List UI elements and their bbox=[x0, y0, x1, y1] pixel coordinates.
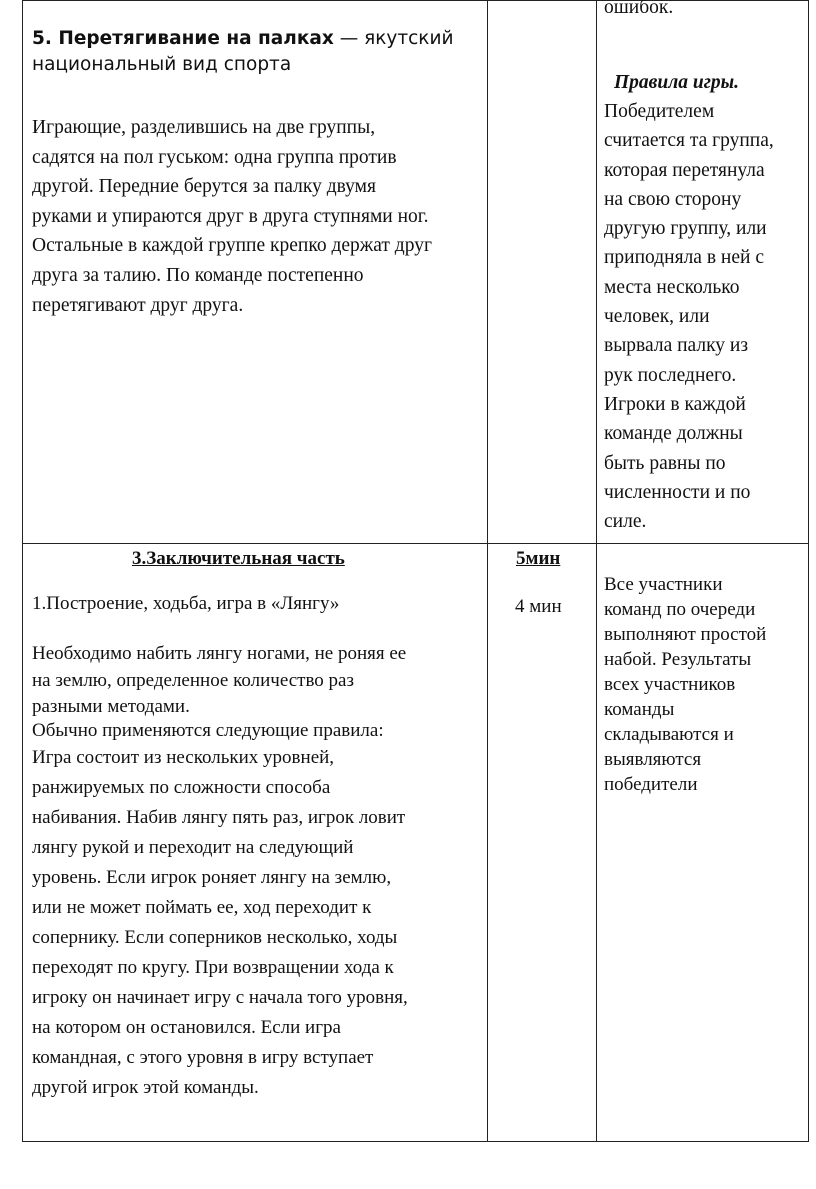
rules-line: считается та группа, bbox=[604, 130, 774, 152]
rules-text bbox=[604, 97, 774, 536]
exercise-description bbox=[32, 113, 484, 320]
description-line: садятся на пол гуськом: одна группа против bbox=[32, 146, 397, 168]
rules-line: быть равны по bbox=[604, 452, 726, 474]
description-line: игроку он начинает игру с начала того уровня, bbox=[32, 987, 408, 1008]
section-notes bbox=[604, 572, 766, 797]
description-line: Игра состоит из нескольких уровней, bbox=[32, 747, 335, 768]
table-left-border bbox=[22, 0, 23, 1142]
table-bottom-border bbox=[22, 1141, 808, 1142]
section-description bbox=[32, 644, 408, 1108]
description-line: Остальные в каждой группе крепко держат друг bbox=[32, 235, 432, 257]
description-line: набивания. Набив лянгу пять раз, игрок ловит bbox=[32, 807, 406, 828]
description-line: Обычно применяются следующие правила: bbox=[32, 720, 384, 741]
description-line: друга за талию. По команде постепенно bbox=[32, 264, 364, 286]
notes-line: выполняют простой bbox=[604, 624, 767, 645]
rules-line: Победителем bbox=[604, 101, 715, 122]
rules-line: человек, или bbox=[604, 306, 710, 328]
notes-line: победители bbox=[604, 774, 698, 795]
rules-line: приподняла в ней с bbox=[604, 247, 764, 269]
notes-line: набой. Результаты bbox=[604, 649, 752, 670]
rules-line: другую группу, или bbox=[604, 218, 767, 240]
table-column-divider-2 bbox=[596, 0, 597, 1142]
notes-line: всех участников bbox=[604, 674, 736, 695]
notes-line: команды bbox=[604, 699, 675, 720]
notes-top-fragment: ошибок. bbox=[604, 0, 674, 18]
table-row-divider bbox=[22, 543, 808, 544]
description-line: уровень. Если игрок роняет лянгу на землю, bbox=[32, 867, 392, 888]
exercise-title-bold: 5. Перетягивание на палках bbox=[32, 28, 334, 49]
rules-line: вырвала палку из bbox=[604, 335, 749, 357]
table-right-border bbox=[808, 0, 809, 1142]
description-line: на землю, определенное количество раз bbox=[32, 670, 354, 691]
section-title: 3.Заключительная часть bbox=[132, 548, 345, 569]
description-line: другой. Передние берутся за палку двумя bbox=[32, 176, 376, 198]
description-line: руками и упираются друг в друга ступнями ног. bbox=[32, 205, 429, 227]
exercise-title bbox=[32, 30, 454, 49]
rules-line: численности и по bbox=[604, 481, 751, 503]
description-line: Необходимо набить лянгу ногами, не роняя ее bbox=[32, 643, 407, 664]
description-line: разными методами. bbox=[32, 696, 190, 717]
description-line: командная, с этого уровня в игру вступает bbox=[32, 1047, 374, 1068]
rules-line: команде должны bbox=[604, 423, 743, 445]
description-line: Играющие, разделившись на две группы, bbox=[32, 117, 376, 138]
description-line: лянгу рукой и переходит на следующий bbox=[32, 837, 354, 858]
rules-line: места несколько bbox=[604, 276, 740, 298]
description-line: сопернику. Если соперников несколько, ходы bbox=[32, 927, 398, 948]
time-total: 5мин bbox=[516, 548, 561, 569]
exercise-subtitle: национальный вид спорта bbox=[32, 54, 292, 75]
description-line: переходят по кругу. При возвращении хода к bbox=[32, 957, 394, 978]
description-line: перетягивают друг друга. bbox=[32, 294, 244, 316]
description-line: на котором он остановился. Если игра bbox=[32, 1017, 341, 1038]
table-top-border bbox=[22, 0, 808, 1]
notes-line: команд по очереди bbox=[604, 599, 756, 620]
rules-line: на свою сторону bbox=[604, 188, 742, 210]
rules-line: силе. bbox=[604, 511, 647, 533]
table-column-divider-1 bbox=[487, 0, 488, 1142]
rules-line: которая перетянула bbox=[604, 159, 765, 181]
description-line: другой игрок этой команды. bbox=[32, 1077, 259, 1098]
description-line: ранжируемых по сложности способа bbox=[32, 777, 331, 798]
rules-title: Правила игры. bbox=[614, 72, 740, 93]
notes-line: выявляются bbox=[604, 749, 702, 770]
rules-line: рук последнего. bbox=[604, 364, 737, 386]
description-line: или не может поймать ее, ход переходит к bbox=[32, 897, 372, 918]
time-item: 4 мин bbox=[515, 596, 562, 617]
notes-line: складываются и bbox=[604, 724, 734, 745]
notes-line: Все участники bbox=[604, 574, 723, 595]
rules-line: Игроки в каждой bbox=[604, 393, 746, 415]
exercise-title-rest: — якутский bbox=[333, 28, 454, 49]
section-item: 1.Построение, ходьба, игра в «Лянгу» bbox=[32, 593, 340, 614]
